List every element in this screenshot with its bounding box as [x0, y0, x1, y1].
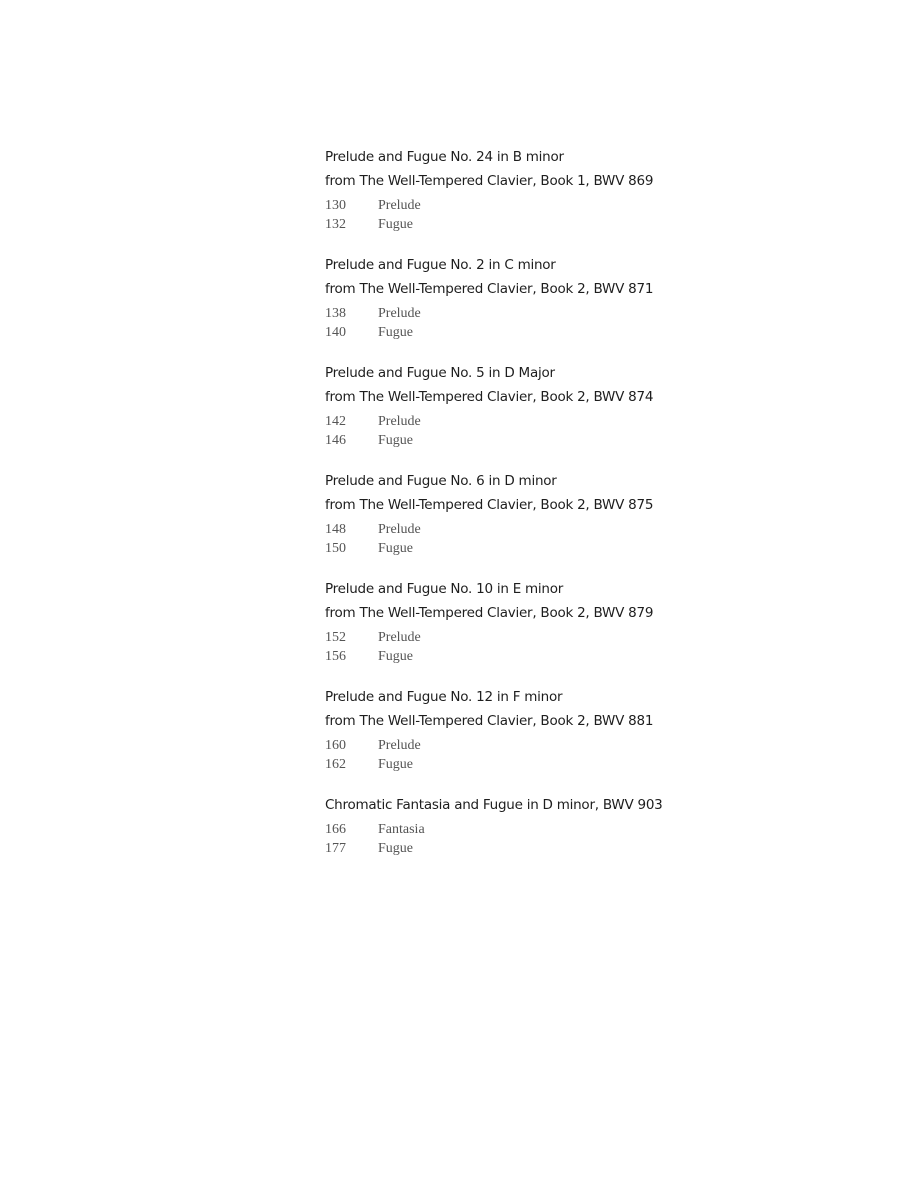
contents-entry	[325, 361, 845, 450]
movement-name: Fantasia	[378, 822, 425, 837]
work-title: Prelude and Fugue No. 2 in C minor	[325, 257, 556, 273]
movement-row	[325, 216, 845, 235]
movement-row	[325, 756, 845, 775]
movement-row	[325, 737, 845, 756]
page-number: 138	[325, 306, 346, 321]
page-number: 140	[325, 324, 346, 340]
movement-name: Fugue	[378, 432, 413, 448]
movement-list	[325, 413, 845, 450]
movement-name: Prelude	[378, 198, 421, 213]
page-number: 146	[325, 432, 346, 448]
work-title: Prelude and Fugue No. 24 in B minor	[325, 149, 564, 165]
work-title: Chromatic Fantasia and Fugue in D minor, BWV 903	[325, 797, 663, 813]
movement-row	[325, 413, 845, 432]
contents-entry	[325, 685, 845, 774]
movement-name: Fugue	[378, 216, 413, 232]
movement-name: Fugue	[378, 324, 413, 340]
work-title: Prelude and Fugue No. 5 in D Major	[325, 365, 555, 381]
movement-row	[325, 521, 845, 540]
contents-entry	[325, 469, 845, 558]
contents-entry	[325, 145, 845, 234]
movement-list	[325, 305, 845, 342]
movement-list	[325, 197, 845, 234]
movement-name: Fugue	[378, 540, 413, 556]
page-number: 177	[325, 840, 346, 856]
work-subtitle: from The Well-Tempered Clavier, Book 2, BWV 871	[325, 281, 654, 297]
page-number: 132	[325, 216, 346, 232]
movement-list	[325, 737, 845, 774]
movement-row	[325, 840, 845, 859]
movement-name: Fugue	[378, 756, 413, 772]
work-title: Prelude and Fugue No. 10 in E minor	[325, 581, 564, 597]
movement-name: Prelude	[378, 414, 421, 429]
table-of-contents	[325, 145, 845, 877]
movement-row	[325, 821, 845, 840]
movement-list	[325, 521, 845, 558]
page-number: 148	[325, 522, 346, 537]
movement-name: Prelude	[378, 738, 421, 753]
work-subtitle: from The Well-Tempered Clavier, Book 2, BWV 879	[325, 605, 654, 621]
movement-row	[325, 305, 845, 324]
movement-list	[325, 629, 845, 666]
contents-entry	[325, 253, 845, 342]
movement-row	[325, 324, 845, 343]
contents-entry	[325, 793, 845, 858]
page-number: 166	[325, 822, 346, 837]
movement-name: Fugue	[378, 648, 413, 664]
page-number: 156	[325, 648, 346, 664]
movement-row	[325, 432, 845, 451]
work-subtitle: from The Well-Tempered Clavier, Book 2, BWV 874	[325, 389, 654, 405]
page-number: 160	[325, 738, 346, 753]
movement-name: Prelude	[378, 522, 421, 537]
movement-name: Prelude	[378, 630, 421, 645]
work-subtitle: from The Well-Tempered Clavier, Book 2, BWV 875	[325, 497, 654, 513]
work-title: Prelude and Fugue No. 6 in D minor	[325, 473, 557, 489]
page-number: 130	[325, 198, 346, 213]
contents-entry	[325, 577, 845, 666]
movement-row	[325, 197, 845, 216]
page-number: 142	[325, 414, 346, 429]
page-number: 162	[325, 756, 346, 772]
movement-row	[325, 629, 845, 648]
movement-row	[325, 648, 845, 667]
work-subtitle: from The Well-Tempered Clavier, Book 2, BWV 881	[325, 713, 654, 729]
page-number: 150	[325, 540, 346, 556]
movement-name: Fugue	[378, 840, 413, 856]
work-title: Prelude and Fugue No. 12 in F minor	[325, 689, 563, 705]
movement-row	[325, 540, 845, 559]
movement-list	[325, 821, 845, 858]
page-number: 152	[325, 630, 346, 645]
movement-name: Prelude	[378, 306, 421, 321]
work-subtitle: from The Well-Tempered Clavier, Book 1, BWV 869	[325, 173, 654, 189]
